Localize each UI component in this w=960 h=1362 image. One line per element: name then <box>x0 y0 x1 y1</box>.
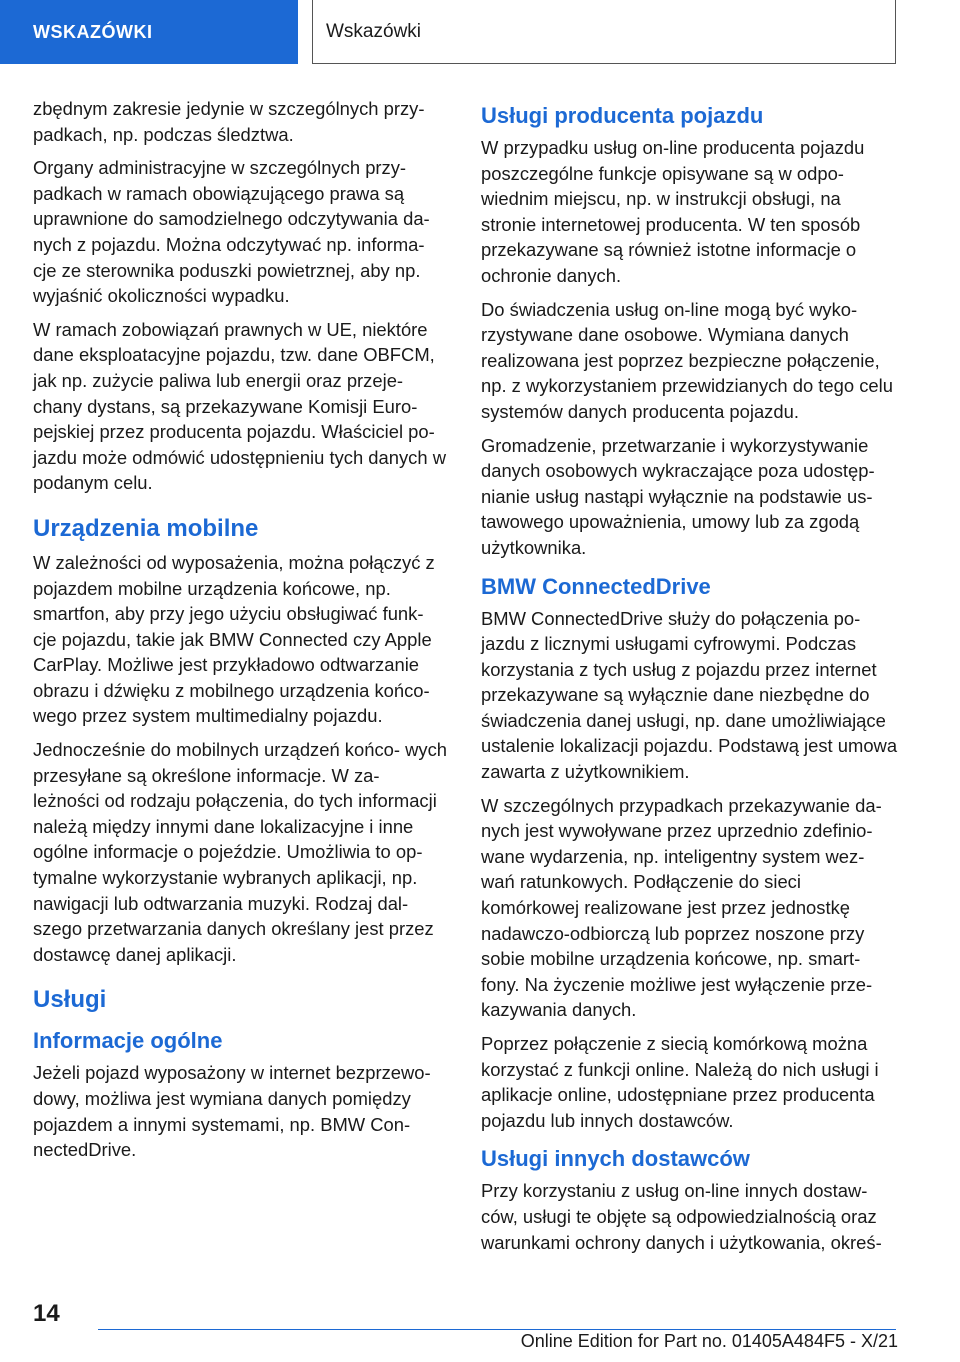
left-column <box>33 96 451 1171</box>
paragraph: Organy administracyjne w szczególnych przy- padkach w ramach obowiązującego prawa są uprawnione do samodzielnego odczytywania da- nych z pojazdu. Można odczytywać np. informa- cje ze sterownika poduszki powietrznej, aby np. wyjaśnić okoliczności wypadku. <box>33 157 430 307</box>
heading-general-info: Informacje ogólne <box>33 1028 223 1054</box>
page-number: 14 <box>33 1300 60 1327</box>
paragraph: BMW ConnectedDrive służy do połączenia po- jazdu z licznymi usługami cyfrowymi. Podczas korzystania z tych usług z pojazdu przez internet przekazywane są wyłącznie dane niezbędne do świadczenia danej usługi, np. dane umożliwiające ustalenie lokalizacji pojazdu. Podstawą jest umowa zawarta z użytkownikiem. <box>481 607 898 783</box>
heading-mobile-devices: Urządzenia mobilne <box>33 514 259 542</box>
paragraph: Przy korzystaniu z usług on-line innych dostaw- ców, usługi te objęte są odpowiedzialnością oraz warunkami ochrony danych i użytkowania, okreś- <box>481 1180 882 1253</box>
section-title: Wskazówki <box>312 0 896 64</box>
chapter-tab[interactable]: WSKAZÓWKI <box>0 0 298 64</box>
edition-note: Online Edition for Part no. 01405A484F5 - X/21 <box>520 1331 898 1351</box>
heading-other-providers: Usługi innych dostawców <box>481 1146 750 1172</box>
paragraph: Do świadczenia usług on-line mogą być wyko- rzystywane dane osobowe. Wymiana danych realizowana jest poprzez bezpieczne połączenie, np. z wykorzystaniem przewidzianych do tego celu systemów danych producenta pojazdu. <box>481 298 893 422</box>
paragraph: W przypadku usług on-line producenta pojazdu poszczególne funkcje opisywane są w odpo- wiednim miejscu, np. w instrukcji obsługi, na stronie internetowej producenta. W ten sposób przekazywane są również istotne informacje o ochronie danych. <box>481 137 865 286</box>
paragraph: W zależności od wyposażenia, można połączyć z pojazdem mobilne urządzenia końcowe, np. smartfon, aby przy jego użyciu obsługiwać funk- cje pojazdu, takie jak BMW Connected czy Apple CarPlay. Możliwe jest przykładowo odtwarzanie obrazu i dźwięku z mobilnego urządzenia końco- wego przez system multimedialny pojazdu. <box>33 551 435 727</box>
paragraph: Gromadzenie, przetwarzanie i wykorzystywanie danych osobowych wykraczające poza udostęp- nianie usług nastąpi wyłącznie na podstawie us- tawowego upoważnienia, umowy lub za zgodą użytkownika. <box>481 434 875 558</box>
paragraph: Jednocześnie do mobilnych urządzeń końco- wych przesyłane są określone informacje. W za- leżności od rodzaju połączenia, do tych informacji należą między innymi dane lokalizacyjne i inne ogólne informacje o pojeździe. Umożliwia to op- tymalne wykorzystanie wybranych aplikacji, np. nawigacji lub odtwarzania muzyki. Rodzaj dal- szego przetwarzania danych określany jest przez dostawcę danej aplikacji. <box>33 739 448 965</box>
paragraph: W ramach zobowiązań prawnych w UE, niektóre dane eksploatacyjne pojazdu, tzw. dane OBFCM, jak np. zużycie paliwa lub energii oraz przeje- chany dystans, są przekazywane Komisji Euro- pejskiej przez producenta pojazdu. Właściciel po- jazdu może odmówić udostępnieniu tych danych w podanym celu. <box>33 318 446 494</box>
right-column <box>481 102 901 1263</box>
paragraph: Jeżeli pojazd wyposażony w internet bezprzewo- dowy, możliwa jest wymiana danych pomiędzy pojazdem a innymi systemami, np. BMW Con- nectedDrive. <box>33 1062 431 1161</box>
paragraph: W szczególnych przypadkach przekazywanie da- nych jest wywoływane przez uprzednio zdefinio- wane wydarzenia, np. inteligentny system wez- wań ratunkowych. Podłączenie do sieci komórkowej realizowane jest przez jednostkę nadawczo-odbiorczą lub poprzez noszone przy sobie mobilne urządzenia końcowe, np. smart- fony. Na życzenie możliwe jest wyłączenie prze- kazywania danych. <box>481 794 882 1021</box>
heading-producer-services: Usługi producenta pojazdu <box>481 103 764 128</box>
heading-services: Usługi <box>33 986 107 1014</box>
paragraph: zbędnym zakresie jedynie w szczególnych przy- padkach, np. podczas śledztwa. <box>33 98 425 145</box>
heading-connecteddrive: BMW ConnectedDrive <box>481 573 711 599</box>
footer-divider <box>98 1329 896 1330</box>
paragraph: Poprzez połączenie z siecią komórkową można korzystać z funkcji online. Należą do nich usługi i aplikacje online, udostępniane przez producenta pojazdu lub innych dostawców. <box>481 1033 879 1131</box>
